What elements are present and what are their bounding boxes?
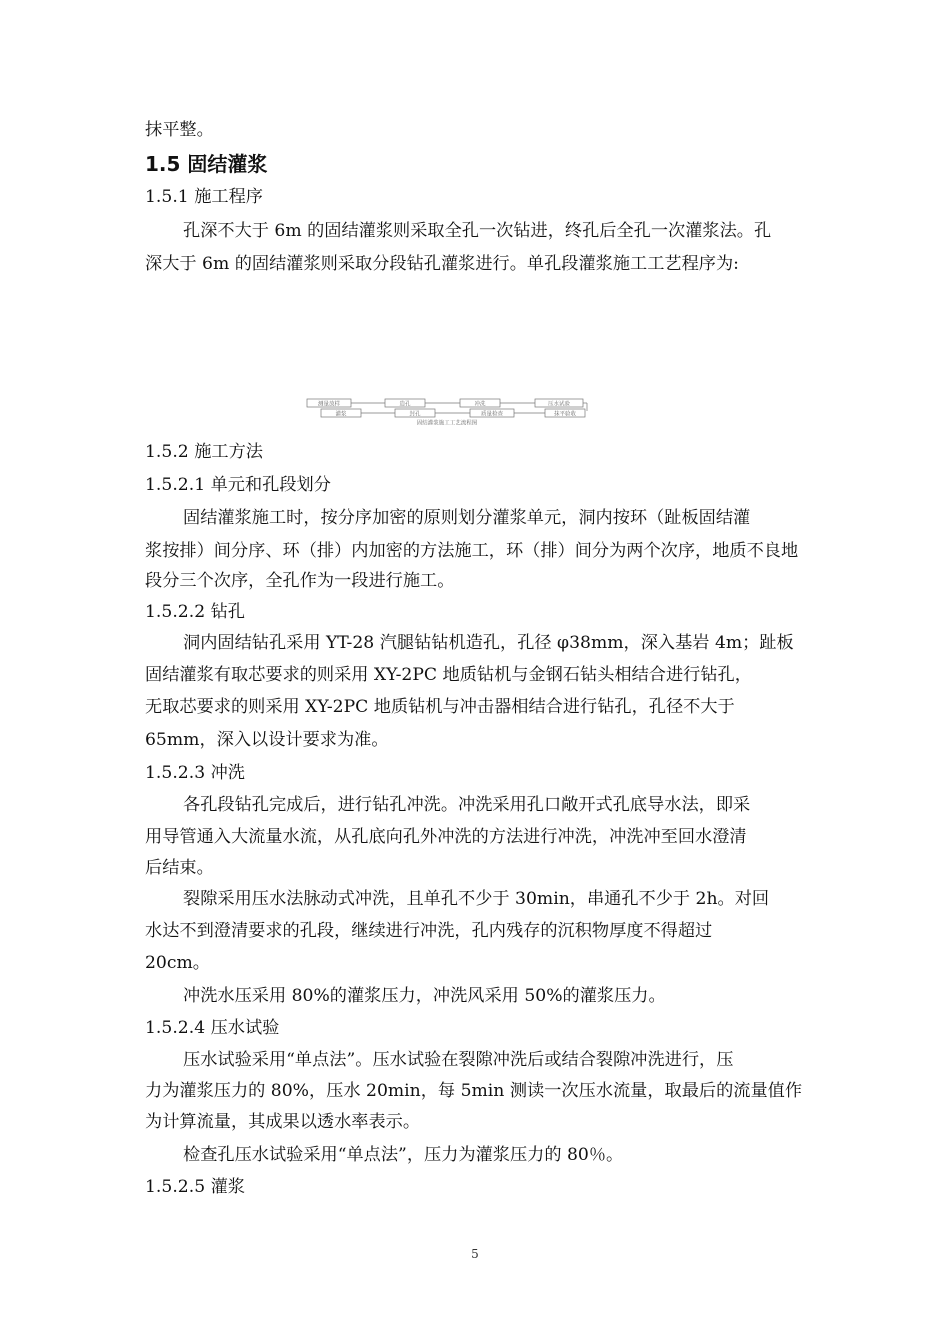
flowchart-label: 测量放样 <box>317 401 341 408</box>
paragraph-line: 段分三个次序，全孔作为一段进行施工。 <box>145 571 455 591</box>
flowchart-label: 压水试验 <box>547 401 571 408</box>
section-heading-1-5: 1.5 固结灌浆 <box>145 152 268 176</box>
subsection-heading-1-5-2-4: 1.5.2.4 压水试验 <box>145 1018 280 1038</box>
subsection-heading-1-5-2-2: 1.5.2.2 钻孔 <box>145 602 245 622</box>
subsection-heading-1-5-2-3: 1.5.2.3 冲洗 <box>145 763 245 783</box>
paragraph-line: 固结灌浆施工时，按分序加密的原则划分灌浆单元，洞内按环（趾板固结灌 <box>183 508 751 528</box>
paragraph-line: 力为灌浆压力的 80%，压水 20min，每 5min 测读一次压水流量，取最后的流量值作 <box>145 1081 803 1101</box>
flowchart-caption: 固结灌浆施工工艺流程图 <box>416 420 478 427</box>
flowchart-graphic <box>305 397 590 427</box>
paragraph-line: 后结束。 <box>145 858 214 878</box>
paragraph-line: 检查孔压水试验采用“单点法”，压力为灌浆压力的 80％。 <box>183 1145 624 1165</box>
paragraph-line: 各孔段钻孔完成后，进行钻孔冲洗。冲洗采用孔口敞开式孔底导水法，即采 <box>183 795 751 815</box>
paragraph-line: 孔深不大于 6m 的固结灌浆则采取全孔一次钻进，终孔后全孔一次灌浆法。孔 <box>183 221 772 241</box>
paragraph-line: 压水试验采用“单点法”。压水试验在裂隙冲洗后或结合裂隙冲洗进行，压 <box>183 1050 734 1070</box>
flowchart-label: 冲洗 <box>474 401 486 408</box>
page-number: 5 <box>471 1247 479 1261</box>
flowchart-label: 抹平验收 <box>553 411 577 418</box>
subsection-heading-1-5-2-1: 1.5.2.1 单元和孔段划分 <box>145 475 331 495</box>
paragraph-line: 为计算流量，其成果以透水率表示。 <box>145 1112 421 1132</box>
paragraph-line: 65mm，深入以设计要求为准。 <box>145 730 389 750</box>
paragraph-line: 浆按排）间分序、环（排）内加密的方法施工，环（排）间分为两个次序，地质不良地 <box>145 541 799 561</box>
flowchart-label: 质量检查 <box>480 411 504 418</box>
subsection-heading-1-5-2: 1.5.2 施工方法 <box>145 442 263 462</box>
paragraph-line: 20cm。 <box>145 953 210 973</box>
paragraph-line: 冲洗水压采用 80%的灌浆压力，冲洗风采用 50%的灌浆压力。 <box>183 986 666 1006</box>
flowchart-label: 造孔 <box>399 401 411 408</box>
paragraph-line: 用导管通入大流量水流，从孔底向孔外冲洗的方法进行冲洗，冲洗冲至回水澄清 <box>145 827 747 847</box>
flowchart-label: 灌浆 <box>335 411 347 418</box>
paragraph-line: 裂隙采用压水法脉动式冲洗，且单孔不少于 30min，串通孔不少于 2h。对回 <box>183 889 770 909</box>
process-flowchart <box>305 397 590 427</box>
paragraph-line: 洞内固结钻孔采用 YT-28 汽腿钻钻机造孔，孔径 φ38mm，深入基岩 4m；趾板 <box>183 633 794 653</box>
subsection-heading-1-5-2-5: 1.5.2.5 灌浆 <box>145 1177 245 1197</box>
paragraph-line: 深大于 6m 的固结灌浆则采取分段钻孔灌浆进行。单孔段灌浆施工工艺程序为: <box>145 254 739 274</box>
paragraph-line: 抹平整。 <box>145 120 214 140</box>
flowchart-label: 封孔 <box>409 411 421 418</box>
paragraph-line: 无取芯要求的则采用 XY-2PC 地质钻机与冲击器相结合进行钻孔，孔径不大于 <box>145 697 735 717</box>
paragraph-line: 水达不到澄清要求的孔段，继续进行冲洗，孔内残存的沉积物厚度不得超过 <box>145 921 713 941</box>
paragraph-line: 固结灌浆有取芯要求的则采用 XY-2PC 地质钻机与金钢石钻头相结合进行钻孔， <box>145 665 752 685</box>
subsection-heading-1-5-1: 1.5.1 施工程序 <box>145 187 263 207</box>
